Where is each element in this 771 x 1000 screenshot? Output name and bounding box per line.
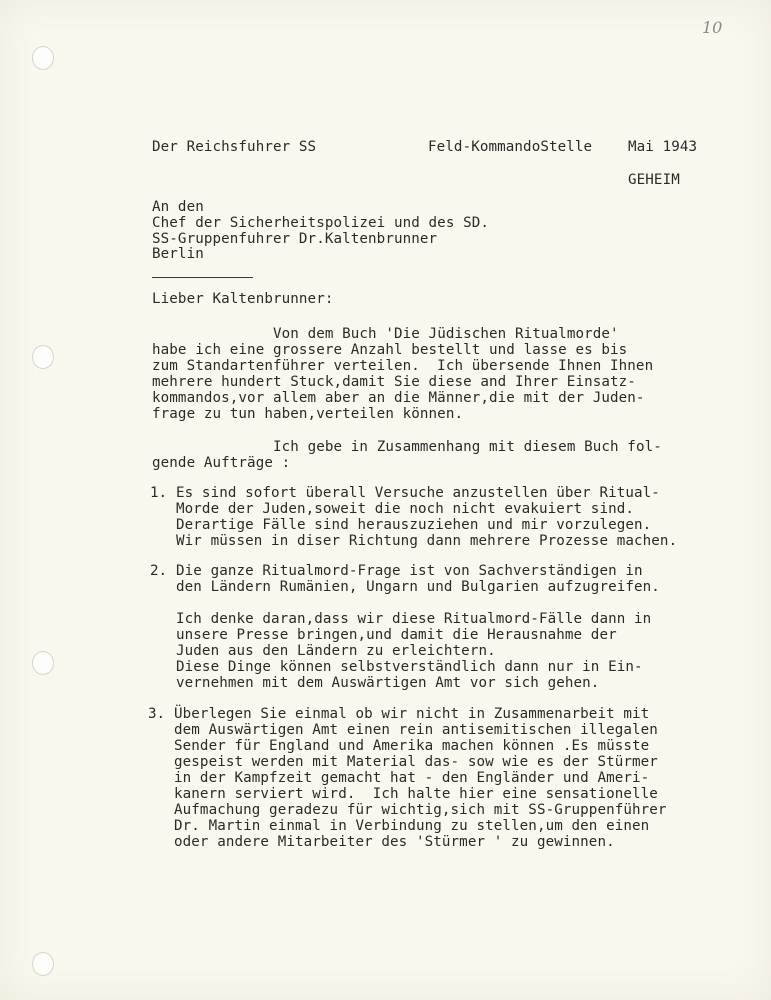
recipient-line: An den — [152, 199, 204, 215]
date-line: Mai 1943 — [628, 139, 698, 155]
salutation: Lieber Kaltenbrunner: — [152, 291, 334, 307]
item-line: unsere Presse bringen,und damit die Herausnahme der — [176, 627, 617, 643]
body-line: gende Aufträge : — [152, 455, 291, 471]
separator-rule — [152, 277, 253, 278]
punch-hole — [32, 952, 54, 976]
item-line: Sender für England und Amerika machen können .Es müsste — [174, 738, 650, 754]
item-line: vernehmen mit dem Auswärtigen Amt vor sich gehen. — [176, 675, 600, 691]
item-line: Juden aus den Ländern zu erleichtern. — [176, 643, 496, 659]
item-line: Morde der Juden,soweit die noch nicht evakuiert sind. — [176, 501, 635, 517]
body-line: frage zu tun haben,verteilen können. — [152, 406, 464, 422]
body-line: Ich gebe in Zusammenhang mit diesem Buch fol- — [273, 439, 662, 455]
item-line: dem Auswärtigen Amt einen rein antisemitischen illegalen — [174, 722, 658, 738]
item-line: Ich denke daran,dass wir diese Ritualmord-Fälle dann in — [176, 611, 652, 627]
item-line: Derartige Fälle sind herauszuziehen und mir vorzulegen. — [176, 517, 652, 533]
body-line: habe ich eine grossere Anzahl bestellt und lasse es bis — [152, 342, 628, 358]
item-line: oder andere Mitarbeiter des 'Stürmer ' zu gewinnen. — [174, 834, 615, 850]
item-line: in der Kampfzeit gemacht hat - den Engländer und Ameri- — [174, 770, 650, 786]
punch-hole — [32, 651, 54, 675]
item-number: 1. — [150, 485, 168, 501]
item-line: kanern serviert wird. Ich halte hier eine sensationelle — [174, 786, 658, 802]
item-line: den Ländern Rumänien, Ungarn und Bulgarien aufzugreifen. — [176, 579, 660, 595]
location-line: Feld-KommandoStelle — [428, 139, 593, 155]
body-line: Von dem Buch 'Die Jüdischen Ritualmorde' — [273, 326, 619, 342]
item-number: 2. — [150, 563, 168, 579]
item-line: Diese Dinge können selbstverständlich dann nur in Ein- — [176, 659, 643, 675]
item-line: Wir müssen in diser Richtung dann mehrere Prozesse machen. — [176, 533, 678, 549]
recipient-line: SS-Gruppenfuhrer Dr.Kaltenbrunner — [152, 231, 438, 247]
item-number: 3. — [148, 706, 166, 722]
sender-line: Der Reichsfuhrer SS — [152, 139, 317, 155]
punch-hole — [32, 345, 54, 369]
item-line: Die ganze Ritualmord-Frage ist von Sachverständigen in — [176, 563, 643, 579]
body-line: kommandos,vor allem aber an die Männer,die mit der Juden- — [152, 390, 645, 406]
punch-hole — [32, 46, 54, 70]
page-number: 10 — [702, 18, 723, 37]
body-line: mehrere hundert Stuck,damit Sie diese and Ihrer Einsatz- — [152, 374, 636, 390]
recipient-line: Berlin — [152, 246, 204, 262]
item-line: Überlegen Sie einmal ob wir nicht in Zusammenarbeit mit — [174, 706, 650, 722]
item-line: Aufmachung geradezu für wichtig,sich mit SS-Gruppenführer — [174, 802, 667, 818]
classification-stamp: GEHEIM — [628, 172, 680, 188]
recipient-line: Chef der Sicherheitspolizei und des SD. — [152, 215, 490, 231]
item-line: Es sind sofort überall Versuche anzustellen über Ritual- — [176, 485, 660, 501]
body-line: zum Standartenführer verteilen. Ich übersende Ihnen Ihnen — [152, 358, 654, 374]
item-line: Dr. Martin einmal in Verbindung zu stellen,um den einen — [174, 818, 650, 834]
item-line: gespeist werden mit Material das- sow wie es der Stürmer — [174, 754, 658, 770]
